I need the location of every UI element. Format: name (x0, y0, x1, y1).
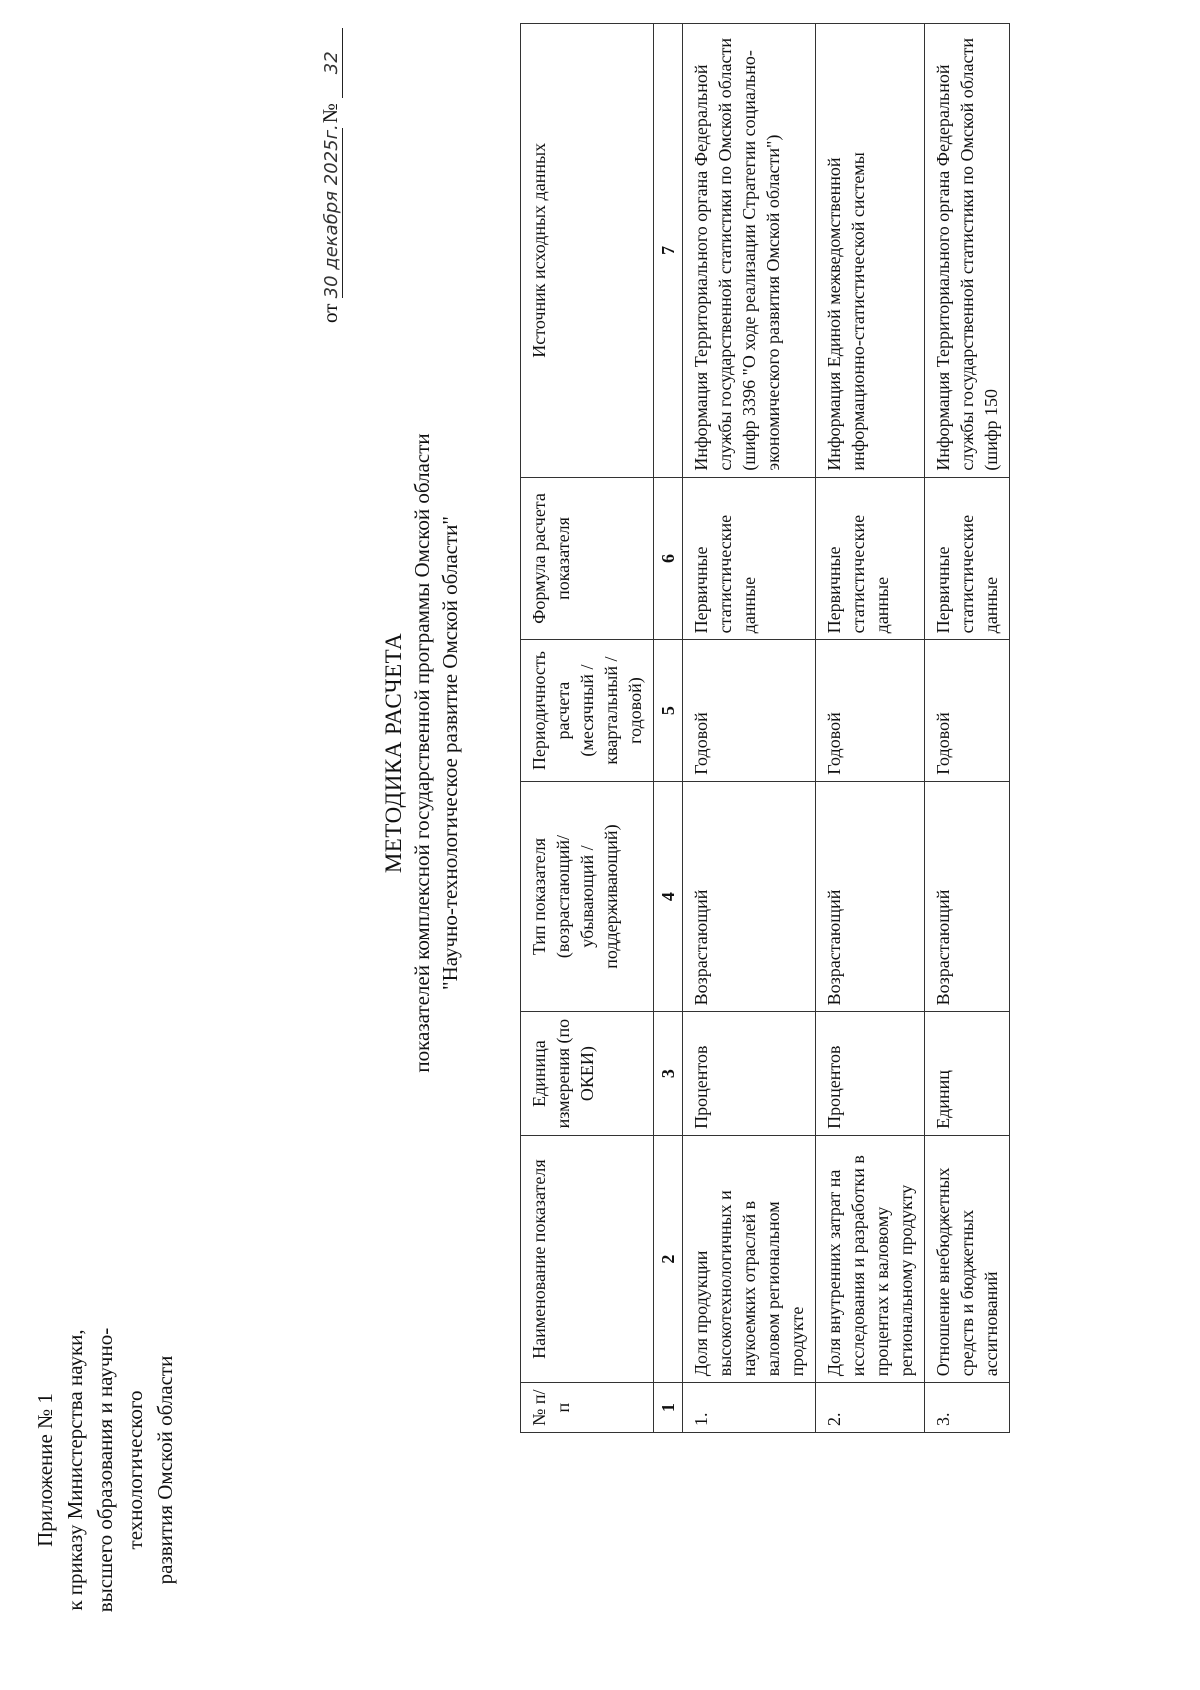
periodicity: Годовой (925, 640, 1010, 781)
row-number: 2. (816, 1383, 925, 1433)
number-label: № (318, 103, 342, 124)
appendix-line-1: Приложение № 1 (33, 1393, 57, 1547)
indicator-type: Возрастающий (683, 781, 816, 1012)
title-program-name: "Научно-технологическое развитие Омской области" (438, 516, 462, 990)
header-cell: Формула расчета показателя (521, 477, 654, 640)
table-row (683, 24, 816, 1433)
column-number: 5 (654, 640, 683, 781)
header-cell: Тип показателя (возрастающий/ убывающий / поддерживающий) (521, 781, 654, 1012)
periodicity: Годовой (683, 640, 816, 781)
handwritten-date: 30 декабря 2025г. (321, 124, 342, 299)
column-number: 2 (654, 1135, 683, 1382)
table-row (816, 24, 925, 1433)
appendix-line-4: развития Омской области (153, 1355, 177, 1585)
indicator-name: Доля внутренних затрат на исследования и разработки в процентах к валовому региональному продукту (816, 1135, 925, 1382)
handwritten-number: 32 (321, 28, 343, 98)
data-source: Информация Территориального органа Федеральной службы государственной статистики по Омской области (шифр 150 (925, 24, 1010, 478)
document-title (380, 303, 464, 1203)
title-subtitle: показателей комплексной государственной программы Омской области (410, 433, 434, 1073)
table-row (925, 24, 1010, 1433)
formula: Первичные статистические данные (683, 477, 816, 640)
indicator-name: Отношение внебюджетных средств и бюджетных ассигнований (925, 1135, 1010, 1382)
methodology-table (520, 23, 1010, 1433)
from-label: от (318, 303, 342, 323)
appendix-line-3: высшего образования и научно-технологического (93, 1327, 147, 1613)
unit: Единиц (925, 1012, 1010, 1135)
column-number: 6 (654, 477, 683, 640)
header-cell: Периодичность расчета (месячный / квартальный / годовой) (521, 640, 654, 781)
column-number: 4 (654, 781, 683, 1012)
row-number: 1. (683, 1383, 816, 1433)
column-number: 1 (654, 1383, 683, 1433)
column-number: 3 (654, 1012, 683, 1135)
appendix-line-2: к приказу Министерства науки, (63, 1329, 87, 1611)
header-cell: Единица измерения (по ОКЕИ) (521, 1012, 654, 1135)
appendix-header (30, 1250, 180, 1690)
header-cell: Источник исходных данных (521, 24, 654, 478)
header-cell: Наименование показателя (521, 1135, 654, 1382)
indicator-type: Возрастающий (925, 781, 1010, 1012)
indicator-name: Доля продукции высокотехнологичных и наукоемких отраслей в валовом региональном продукте (683, 1135, 816, 1382)
table-header-row (521, 24, 654, 1433)
title-main: МЕТОДИКА РАСЧЕТА (381, 632, 406, 874)
periodicity: Годовой (816, 640, 925, 781)
formula: Первичные статистические данные (816, 477, 925, 640)
data-source: Информация Территориального органа Федеральной службы государственной статистики по Омской области (шифр 3396 "О ходе реализации Стратегии социально-экономического развития Омской области") (683, 24, 816, 478)
unit: Процентов (816, 1012, 925, 1135)
unit: Процентов (683, 1012, 816, 1135)
row-number: 3. (925, 1383, 1010, 1433)
order-date-number (318, 23, 343, 323)
column-number: 7 (654, 24, 683, 478)
formula: Первичные статистические данные (925, 477, 1010, 640)
data-source: Информация Единой межведомственной информационно-статистической системы (816, 24, 925, 478)
column-number-row (654, 24, 683, 1433)
indicator-type: Возрастающий (816, 781, 925, 1012)
header-cell: № п/п (521, 1383, 654, 1433)
